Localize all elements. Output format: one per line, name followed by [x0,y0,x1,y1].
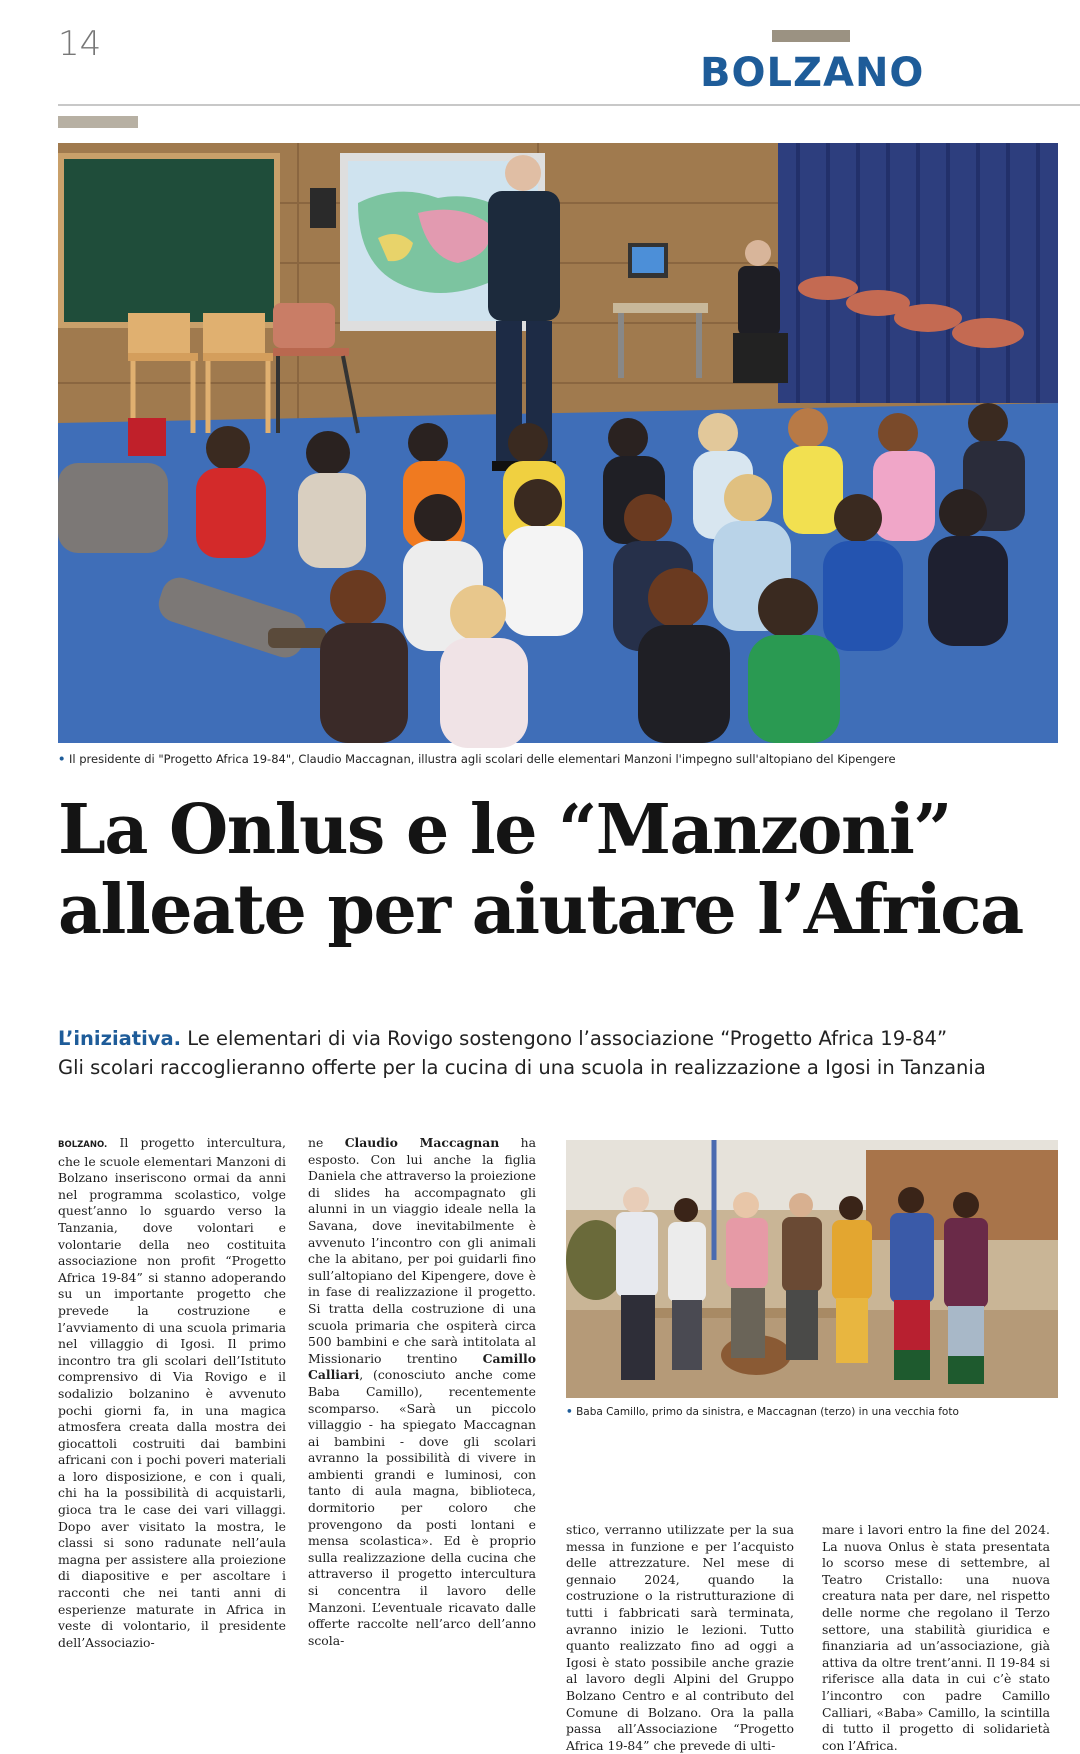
headline-line-1: La Onlus e le “Manzoni” [58,790,951,870]
person-name-calliari: Camillo Calliari [308,1350,536,1383]
small-bar [58,116,138,128]
headline-line-2: alleate per aiutare l’Africa [58,870,1023,950]
secondary-photo-caption-text: Baba Camillo, primo da sinistra, e Maccagnan (terzo) in una vecchia foto [576,1406,959,1418]
main-photo-caption-text: Il presidente di "Progetto Africa 19-84", Claudio Maccagnan, illustra agli scolari delle elementari Manzoni l'impegno sull'altopiano del Kipengere [69,752,896,766]
deck-line-1: Le elementari di via Rovigo sostengono l’associazione “Progetto Africa 19-84” [187,1027,948,1050]
secondary-photo [566,1140,1058,1398]
column-4-text: mare i lavori entro la fine del 2024. La nuova Onlus è stata presentata lo scorso mese di settembre, al Teatro Cristallo: una nuova creatura nata per dare, nel rispetto delle norme che regolano il Terzo settore, una stabilità giuridica e finanziaria ad un’associazione, già attiva da oltre trent’anni. Il 19-84 si riferisce alla data in cui c’è stato l’incontro con padre Camillo Calliari, «Baba» Camillo, la scintilla di tutto il progetto di solidarietà con l’Africa. [822,1522,1050,1753]
page-number: 14 [58,24,102,64]
section-title: BOLZANO [700,50,925,96]
secondary-photo-caption [566,1406,1058,1418]
article-column-2 [308,1135,536,1649]
dateline: BOLZANO. [58,1140,108,1150]
column-1-text: Il progetto intercultura, che le scuole elementari Manzoni di Bolzano inseriscono ormai da anni nel programma scolastico, volge quest’anno lo sguardo verso la Tanzania, dove volontari e volontarie della neo costituita associazione non profit “Progetto Africa 19-84” si stanno adoperando su un importante progetto che prevede la costruzione e l’avviamento di una scuola primaria nel villaggio di Igosi. Il primo incontro tra gli scolari dell’Istituto comprensivo di Via Rovigo e il sodalizio bolzanino è avvenuto pochi giorni fa, in una magica atmosfera creata dalla mostra dei giocattoli costruiti dai bambini africani con i pochi poveri materiali a loro disposizione, e con i quali, chi ha la possibilità di acquistarli, gioca tra le case dei vari villaggi. Dopo aver visitato la mostra, le classi si sono radunate nell’aula magna per assistere alla proiezione di diapositive e per ascoltare i racconti che nei tanti anni di esperienze maturate in Africa in veste di volontario, il presidente dell’Associazio- [58,1135,286,1650]
column-2-text-b: ha esposto. Con lui anche la figlia Daniela che attraverso la proiezione di slides ha accompagnato gli alunni in un viaggio ideale nella la Savana, dove inevitabilmente è avvenuto l’incontro con gli animali che la abitano, per poi guidarli fino sull’altopiano del Kipengere, dove è in fase di realizzazione il progetto. Si tratta della costruzione di una scuola primaria che ospiterà circa 500 bambini e che sarà intitolata al Missionario trentino [308,1135,536,1366]
main-photo [58,143,1058,743]
person-name-maccagnan: Claudio Maccagnan [344,1135,500,1150]
deck-line-2: Gli scolari raccoglieranno offerte per la cucina di una scuola in realizzazione a Igosi in Tanzania [58,1056,986,1079]
column-2-text-a: ne [308,1135,345,1150]
article-column-4 [822,1522,1050,1754]
column-2-text-c: , (conosciuto anche come Baba Camillo), recentemente scomparso. «Sarà un piccolo villaggio - ha spiegato Maccagnan ai bambini - dove gli scolari avranno la possibilità di vivere in ambienti grandi e luminosi, con tanto di aula magna, biblioteca, dormitorio per coloro che provengono da posti lontani e mensa scolastica». Ed è proprio sulla realizzazione della cucina che attraverso il progetto intercultura si concentra il lavoro delle Manzoni. L’eventuale ricavato dalle offerte raccolte nell’arco dell’anno scola- [308,1367,536,1648]
caption-bullet: • [58,752,66,766]
subheadline [58,1024,1068,1082]
column-3-text: stico, verranno utilizzate per la sua messa in funzione e per l’acquisto delle attrezzature. Nel mese di gennaio 2024, quando la costruzione o la ristrutturazione di tutti i fabbricati sarà terminata, avranno inizio le lezioni. Tutto quanto realizzato fino ad oggi a Igosi è stato possibile anche grazie al lavoro degli Alpini del Gruppo Bolzano Centro e al contributo del Comune di Bolzano. Ora la palla passa all’Associazione “Progetto Africa 19-84” che prevede di ulti- [566,1522,794,1753]
headline [58,790,1058,950]
kicker: L’iniziativa. [58,1027,182,1050]
header-rule [58,104,1080,106]
article-column-1 [58,1135,286,1651]
section-bar [772,30,850,42]
article-column-3 [566,1522,794,1754]
main-photo-caption [58,752,1058,766]
caption-bullet-2: • [566,1406,573,1418]
